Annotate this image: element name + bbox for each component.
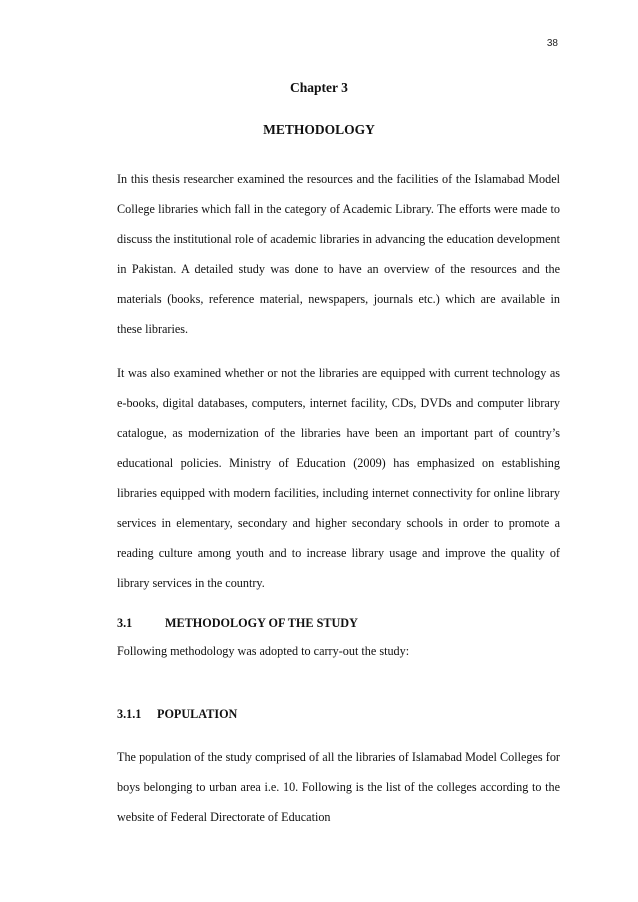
chapter-label: Chapter 3 [290,80,348,95]
paragraph-population: The population of the study comprised of all the libraries of Islamabad Model Colleges for boys belonging to urban area i.e. 10. Following is the list of the colleges according to the website of Federal Directorate of Education [117,750,560,824]
chapter-title: METHODOLOGY [263,122,375,137]
paragraph-intro: In this thesis researcher examined the resources and the facilities of the Islamabad Model College libraries which fall in the category of Academic Library. The efforts were made to discuss the institutional role of academic libraries in advancing the education development in Pakistan. A detailed study was done to have an overview of the resources and the materials (books, reference material, newspapers, journals etc.) which are available in these libraries. [117,172,560,336]
section-heading-3-1 [117,608,358,638]
section-title: METHODOLOGY OF THE STUDY [165,616,358,630]
paragraph-technology: It was also examined whether or not the libraries are equipped with current technology as e-books, digital databases, computers, internet facility, CDs, DVDs and computer library catalogue, as modernization of the libraries have been an important part of country’s educational policies. Ministry of Education (2009) has emphasized on establishing libraries equipped with modern facilities, including internet connectivity for online library services in elementary, secondary and higher secondary schools in order to promote a reading culture among youth and to increase library usage and improve the quality of library services in the country. [117,366,560,590]
paragraph-methodology: Following methodology was adopted to carry-out the study: [117,644,410,658]
section-number: 3.1.1 [117,707,142,721]
section-heading-3-1-1 [117,699,237,729]
section-title: POPULATION [157,707,238,721]
page-number: 38 [546,38,558,49]
section-number: 3.1 [117,616,133,630]
